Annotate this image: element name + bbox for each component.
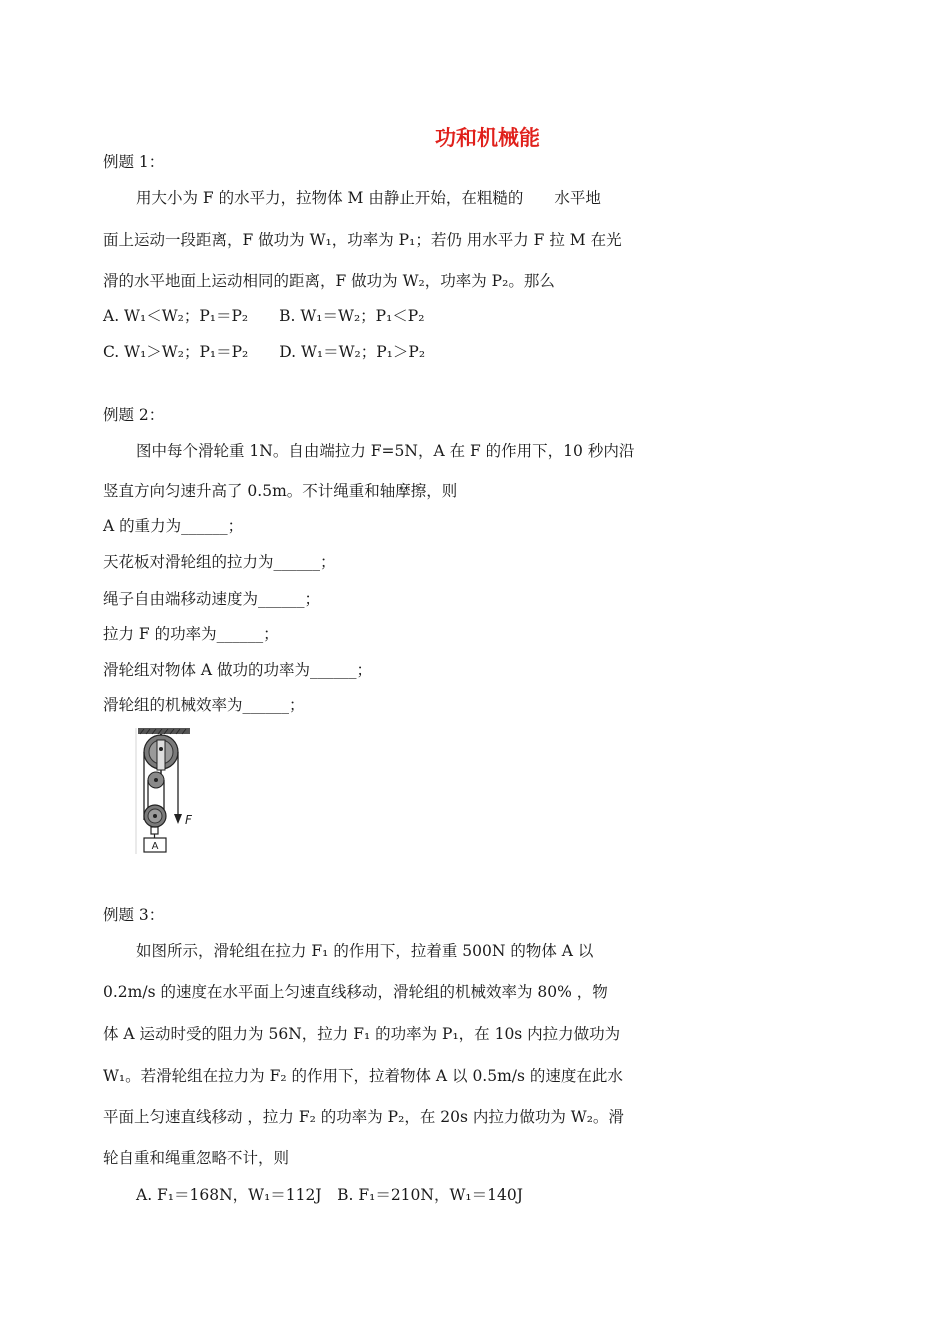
example3-label: 例题 3：	[103, 906, 165, 924]
example2-question: 天花板对滑轮组的拉力为______；	[103, 553, 336, 571]
example1-text-line: 滑的水平地面上运动相同的距离，F 做功为 W₂，功率为 P₂。那么	[103, 272, 555, 290]
example3-text-line: W₁。若滑轮组在拉力为 F₂ 的作用下，拉着物体 A 以 0.5m/s 的速度在此水	[103, 1067, 623, 1085]
example3-text-line: 如图所示，滑轮组在拉力 F₁ 的作用下，拉着重 500N 的物体 A 以	[136, 942, 594, 960]
page-title: 功和机械能	[435, 126, 540, 150]
example1-option-line: A. W₁＜W₂；P₁＝P₂ B. W₁＝W₂；P₁＜P₂	[103, 307, 425, 325]
example3-text-line: 平面上匀速直线移动 ，拉力 F₂ 的功率为 P₂，在 20s 内拉力做功为 W₂。滑	[103, 1108, 624, 1126]
example2-question: 绳子自由端移动速度为______；	[103, 590, 321, 608]
force-label: F	[185, 813, 192, 827]
example3-text-line: 0.2m/s 的速度在水平面上匀速直线移动，滑轮组的机械效率为 80% ，物	[103, 983, 608, 1001]
example2-label: 例题 2：	[103, 406, 165, 424]
example2-text-line: 竖直方向匀速升高了 0.5m。不计绳重和轴摩擦，则	[103, 482, 458, 500]
example3-text-line: 轮自重和绳重忽略不计，则	[103, 1149, 290, 1167]
example2-text-line: 图中每个滑轮重 1N。自由端拉力 F=5N，A 在 F 的作用下，10 秒内沿	[136, 442, 635, 460]
example2-question: A 的重力为______；	[103, 517, 244, 535]
example2-question: 拉力 F 的功率为______；	[103, 625, 279, 643]
example1-text-line: 面上运动一段距离，F 做功为 W₁，功率为 P₁；若仍 用水平力 F 拉 M 在光	[103, 231, 622, 249]
example1-option-line: C. W₁＞W₂；P₁＝P₂ D. W₁＝W₂；P₁＞P₂	[103, 343, 426, 361]
pulley-bracket	[157, 740, 165, 770]
pulley-system-figure	[134, 728, 200, 856]
block-label: A	[151, 841, 159, 852]
example3-option-line: A. F₁＝168N，W₁＝112J B. F₁＝210N，W₁＝140J	[136, 1186, 523, 1204]
force-arrow	[174, 814, 182, 824]
example2-question: 滑轮组的机械效率为______；	[103, 696, 305, 714]
example1-label: 例题 1：	[103, 153, 165, 171]
example1-text-line: 用大小为 F 的水平力，拉物体 M 由静止开始，在粗糙的 水平地	[136, 189, 601, 207]
example2-question: 滑轮组对物体 A 做功的功率为______；	[103, 661, 373, 679]
ceiling	[138, 728, 190, 734]
example3-text-line: 体 A 运动时受的阻力为 56N，拉力 F₁ 的功率为 P₁，在 10s 内拉力做功为	[103, 1025, 621, 1043]
